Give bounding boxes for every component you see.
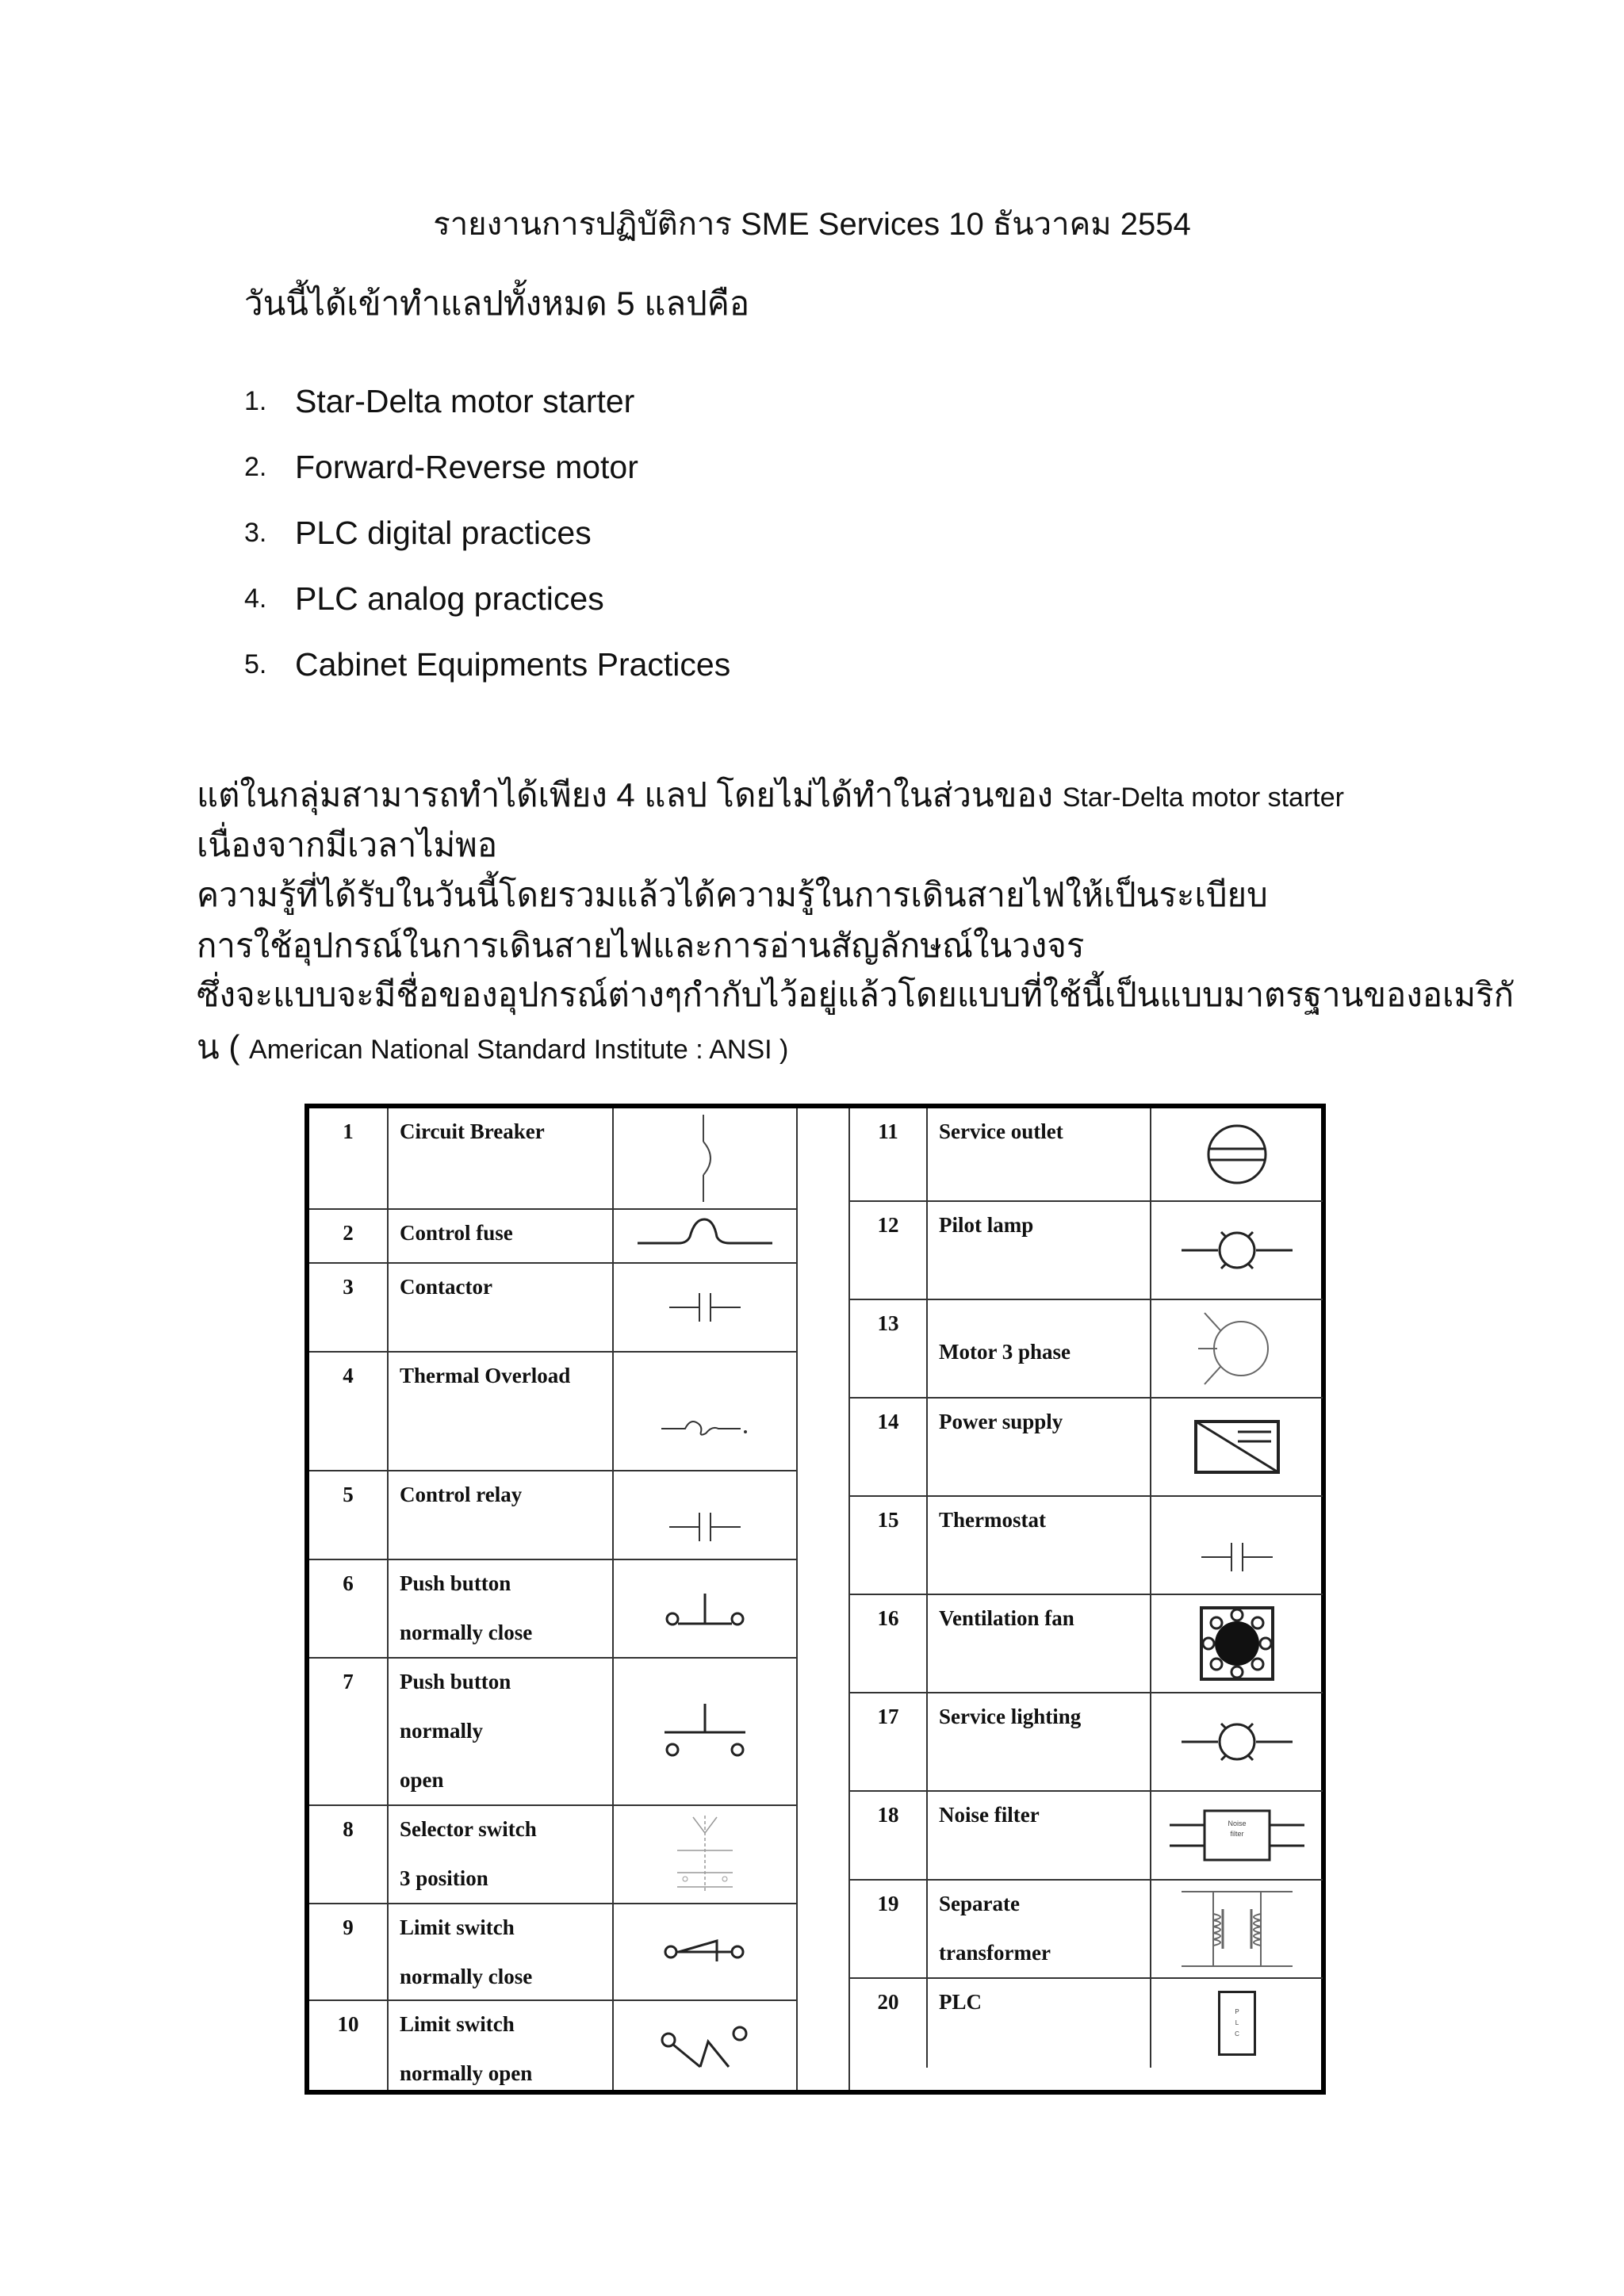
thermostat-symbol: [1151, 1497, 1323, 1594]
row-number: 5: [309, 1471, 389, 1559]
row-number: 14: [850, 1399, 928, 1495]
table-row: [309, 1264, 796, 1353]
paragraph-line-5: ซึ่งจะแบบจะมีชื่อของอุปกรณ์ต่างๆกำกับไว้อยู่แล้วโดยแบบที่ใช้นี้เป็นแบบมาตรฐานของอเมริกั: [197, 976, 1515, 1013]
symbol-column-left: [309, 1108, 798, 2090]
ansi-symbol-table: [304, 1104, 1326, 2095]
list-item: [244, 566, 730, 632]
row-name: [389, 1210, 614, 1262]
power-supply-symbol: [1151, 1399, 1323, 1495]
row-name: [928, 1979, 1151, 2068]
paragraph-line-6: [197, 1021, 788, 1073]
row-name: [389, 1353, 614, 1470]
service-lighting-symbol: [1151, 1693, 1323, 1790]
list-label: Forward-Reverse motor: [295, 449, 638, 485]
list-label: Star-Delta motor starter: [295, 383, 635, 419]
service-outlet-symbol: [1151, 1108, 1323, 1200]
row-name-line: Motor 3 phase: [939, 1340, 1071, 1364]
table-row: [850, 1202, 1323, 1300]
separate-transformer-symbol: [1151, 1881, 1323, 1977]
list-number: 5.: [244, 649, 267, 679]
plc-box: [1218, 1991, 1256, 2056]
paragraph-text: น (: [197, 1028, 250, 1066]
row-name-line: normally: [400, 1719, 483, 1743]
table-row: [850, 1979, 1323, 2068]
row-number: 4: [309, 1353, 389, 1470]
table-row: [850, 1497, 1323, 1595]
row-name: [389, 1659, 614, 1804]
list-item: [244, 369, 730, 434]
paragraph-line-1: [197, 769, 1344, 821]
row-name-line: 3 position: [400, 1866, 488, 1890]
row-name: [928, 1300, 1151, 1397]
intro-text: วันนี้ได้เข้าทำแลปทั้งหมด 5 แลปคือ: [244, 285, 750, 322]
row-name: [928, 1792, 1151, 1879]
row-name: [928, 1881, 1151, 1977]
row-number: 20: [850, 1979, 928, 2068]
paragraph-line-2: เนื่องจากมีเวลาไม่พอ: [197, 826, 498, 863]
noise-filter-label-line: filter: [1230, 1830, 1244, 1838]
table-row: [309, 1108, 796, 1210]
list-label: PLC analog practices: [295, 580, 604, 617]
row-name-line: Service lighting: [939, 1705, 1082, 1728]
table-row: [850, 1399, 1323, 1497]
row-name-line: Noise filter: [939, 1803, 1040, 1827]
list-number: 1.: [244, 386, 267, 416]
control-fuse-symbol: [614, 1210, 796, 1262]
table-row: [309, 1471, 796, 1560]
thermal-overload-symbol: [614, 1353, 796, 1470]
plc-letter: P: [1235, 2008, 1239, 2015]
control-relay-symbol: [614, 1471, 796, 1559]
row-name-line: Contactor: [400, 1275, 492, 1299]
row-name-line: normally close: [400, 1621, 533, 1644]
row-name-line: Push button: [400, 1571, 511, 1595]
row-number: 6: [309, 1560, 389, 1657]
noise-filter-label: [1205, 1819, 1270, 1839]
row-number: 10: [309, 2001, 389, 2090]
row-name-line: normally open: [400, 2061, 533, 2085]
limit-switch-nc-symbol: [614, 1904, 796, 1999]
row-number: 15: [850, 1497, 928, 1594]
row-number: 12: [850, 1202, 928, 1299]
row-name: [928, 1595, 1151, 1692]
row-name: [928, 1202, 1151, 1299]
row-number: 18: [850, 1792, 928, 1879]
row-number: 3: [309, 1264, 389, 1351]
row-number: 19: [850, 1881, 928, 1977]
row-name: [389, 2001, 614, 2090]
row-name-line: open: [400, 1768, 444, 1792]
row-name-line: Service outlet: [939, 1119, 1063, 1143]
paragraph-line-4: การใช้อุปกรณ์ในการเดินสายไฟและการอ่านสัญลักษณ์ในวงจร: [197, 927, 1085, 964]
row-number: 13: [850, 1300, 928, 1397]
plc-letter: C: [1235, 2030, 1239, 2038]
row-number: 11: [850, 1108, 928, 1200]
row-name-line: Separate: [939, 1892, 1020, 1915]
row-number: 16: [850, 1595, 928, 1692]
row-name-line: Limit switch: [400, 1915, 515, 1939]
symbol-column-right: [848, 1108, 1323, 2090]
limit-switch-no-symbol: [614, 2001, 796, 2090]
plc-letter: L: [1235, 2019, 1239, 2026]
row-name-line: normally close: [400, 1965, 533, 1988]
plc-symbol: [1151, 1979, 1323, 2068]
table-row: [850, 1595, 1323, 1693]
row-name: [928, 1108, 1151, 1200]
list-label: PLC digital practices: [295, 515, 592, 551]
row-name: [389, 1904, 614, 1999]
row-name-line: transformer: [939, 1941, 1051, 1965]
list-item: [244, 632, 730, 698]
push-button-no-symbol: [614, 1659, 796, 1804]
row-name-line: Limit switch: [400, 2012, 515, 2036]
paragraph-text: แต่ในกลุ่มสามารถทำได้เพียง 4 แลป โดยไม่ได้ทำในส่วนของ: [197, 776, 1063, 813]
row-number: 1: [309, 1108, 389, 1208]
noise-filter-graphic: [1170, 1808, 1304, 1863]
list-number: 2.: [244, 452, 267, 482]
row-number: 9: [309, 1904, 389, 1999]
row-name-line: Power supply: [939, 1410, 1063, 1433]
row-name: [389, 1806, 614, 1903]
paragraph-text-en: American National Standard Institute : ANSI ): [249, 1035, 789, 1065]
row-name-line: Control fuse: [400, 1221, 513, 1245]
row-name-line: Thermal Overload: [400, 1364, 571, 1387]
paragraph-line-3: ความรู้ที่ได้รับในวันนี้โดยรวมแล้วได้ความรู้ในการเดินสายไฟให้เป็นระเบียบ: [197, 876, 1268, 913]
paragraph-text-en: Star-Delta motor starter: [1062, 783, 1344, 813]
row-number: 8: [309, 1806, 389, 1903]
row-name-line: Thermostat: [939, 1508, 1046, 1532]
row-name: [389, 1560, 614, 1657]
row-name: [928, 1399, 1151, 1495]
table-row: [309, 1659, 796, 1806]
table-row: [309, 1904, 796, 2001]
row-name: [928, 1497, 1151, 1594]
list-item: [244, 500, 730, 566]
table-row: [850, 1792, 1323, 1881]
row-name: [389, 1471, 614, 1559]
motor-3-phase-symbol: [1151, 1300, 1323, 1397]
row-number: 7: [309, 1659, 389, 1804]
list-label: Cabinet Equipments Practices: [295, 646, 731, 683]
list-item: [244, 434, 730, 500]
table-row: [309, 1210, 796, 1264]
selector-switch-symbol: [614, 1806, 796, 1903]
row-number: 17: [850, 1693, 928, 1790]
noise-filter-symbol: [1151, 1792, 1323, 1879]
list-number: 4.: [244, 584, 267, 614]
table-row: [309, 1560, 796, 1659]
row-name-line: Circuit Breaker: [400, 1119, 545, 1143]
pilot-lamp-symbol: [1151, 1202, 1323, 1299]
circuit-breaker-symbol: [614, 1108, 796, 1208]
table-row: [309, 2001, 796, 2090]
row-name: [389, 1264, 614, 1351]
table-row: [850, 1300, 1323, 1399]
lab-list: [244, 369, 730, 698]
row-name-line: Control relay: [400, 1483, 523, 1506]
row-name-line: Ventilation fan: [939, 1606, 1074, 1630]
row-number: 2: [309, 1210, 389, 1262]
table-row: [850, 1881, 1323, 1979]
list-number: 3.: [244, 518, 267, 548]
row-name-line: PLC: [939, 1990, 982, 2014]
row-name: [389, 1108, 614, 1208]
ventilation-fan-symbol: [1151, 1595, 1323, 1692]
noise-filter-label-line: Noise: [1228, 1820, 1247, 1827]
contactor-symbol: [614, 1264, 796, 1351]
row-name-line: Push button: [400, 1670, 511, 1693]
row-name-line: Selector switch: [400, 1817, 537, 1841]
row-name-line: Pilot lamp: [939, 1213, 1034, 1237]
table-row: [309, 1806, 796, 1904]
table-row: [850, 1108, 1323, 1202]
table-row: [850, 1693, 1323, 1792]
push-button-nc-symbol: [614, 1560, 796, 1657]
row-name: [928, 1693, 1151, 1790]
page-title: รายงานการปฏิบัติการ SME Services 10 ธันวาคม 2554: [433, 207, 1191, 242]
table-row: [309, 1353, 796, 1471]
